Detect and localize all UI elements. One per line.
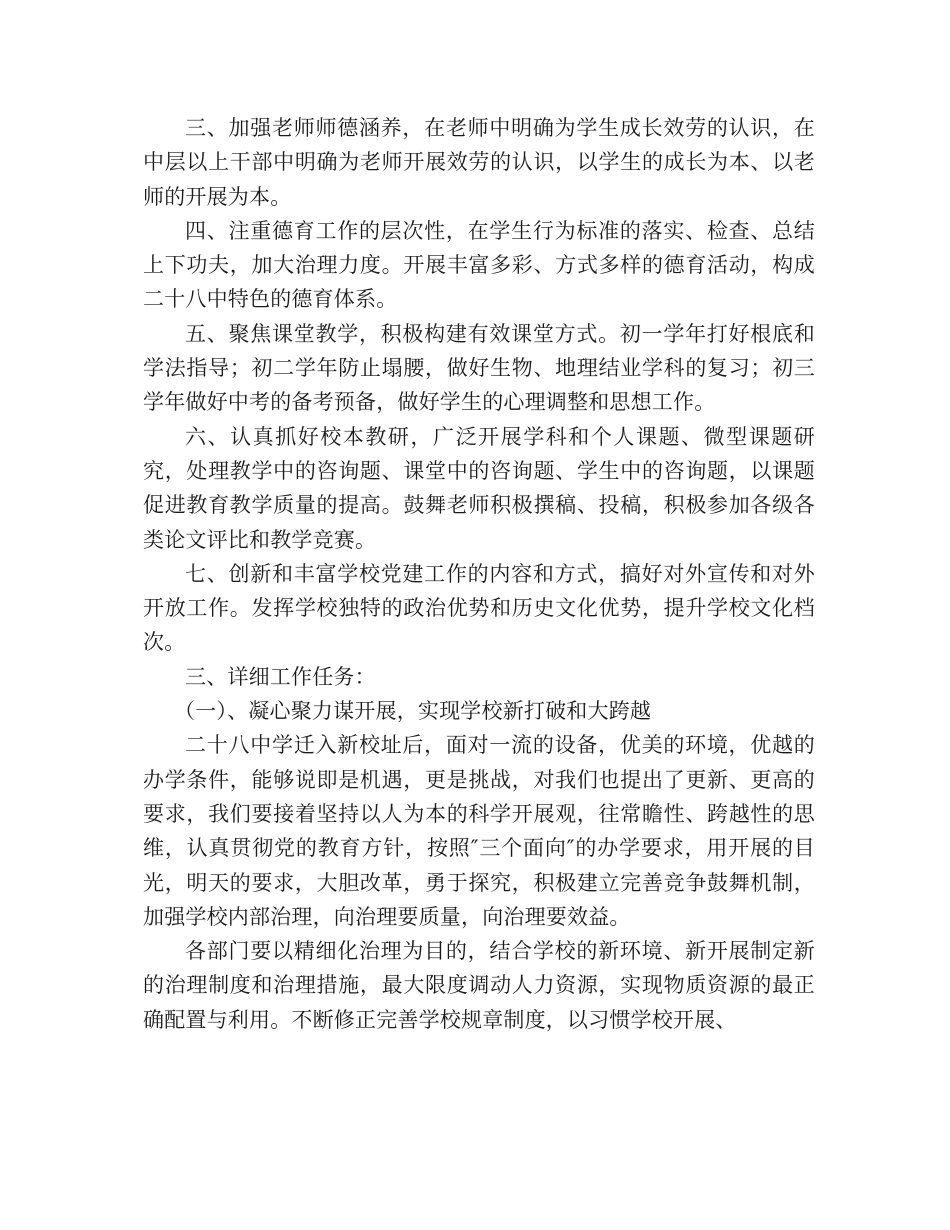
- paragraph-party-building: 七、创新和丰富学校党建工作的内容和方式，搞好对外宣传和对外开放工作。发挥学校独特的政治优势和历史文化优势，提升学校文化档次。: [143, 561, 815, 655]
- paragraph-teacher-ethics: 三、加强老师师德涵养，在老师中明确为学生成长效劳的认识，在中层以上干部中明确为老师开展效劳的认识，以学生的成长为本、以老师的开展为本。: [143, 116, 815, 209]
- section-heading-tasks: 三、详细工作任务：: [185, 664, 376, 689]
- paragraph-school-research: 六、认真抓好校本教研，广泛开展学科和个人课题、微型课题研究，处理教学中的咨询题、课堂中的咨询题、学生中的咨询题，以课题促进教育教学质量的提高。鼓舞老师积极撰稿、投稿，积极参加各级各类论文评比和教学竞赛。: [143, 424, 815, 552]
- paragraph-refined-management: 各部门要以精细化治理为目的，结合学校的新环境、新开展制定新的治理制度和治理措施，最大限度调动人力资源，实现物质资源的最正确配置与利用。不断修正完善学校规章制度，以习惯学校开展、: [143, 939, 815, 1032]
- paragraph-moral-education: 四、注重德育工作的层次性，在学生行为标准的落实、检查、总结上下功夫，加大治理力度。开展丰富多彩、方式多样的德育活动，构成二十八中特色的德育体系。: [143, 218, 815, 312]
- subsection-heading-1: （一）、凝心聚力谋开展，实现学校新打破和大跨越: [174, 699, 652, 724]
- paragraph-new-campus: 二十八中学迁入新校址后，面对一流的设备，优美的环境，优越的办学条件，能够说即是机遇，更是挑战，对我们也提出了更新、更高的要求，我们要接着坚持以人为本的科学开展观，往常瞻性、跨越性的思维，认真贯彻党的教育方针，按照″三个面向″的办学要求，用开展的目光，明天的要求，大胆改革，勇于探究，积极建立完善竞争鼓舞机制，加强学校内部治理，向治理要质量，向治理要效益。: [143, 733, 815, 929]
- document-page: [143, 111, 815, 1037]
- paragraph-classroom-teaching: 五、聚焦课堂教学，积极构建有效课堂方式。初一学年打好根底和学法指导；初二学年防止塌腰，做好生物、地理结业学科的复习；初三学年做好中考的备考预备，做好学生的心理调整和思想工作。: [143, 321, 815, 415]
